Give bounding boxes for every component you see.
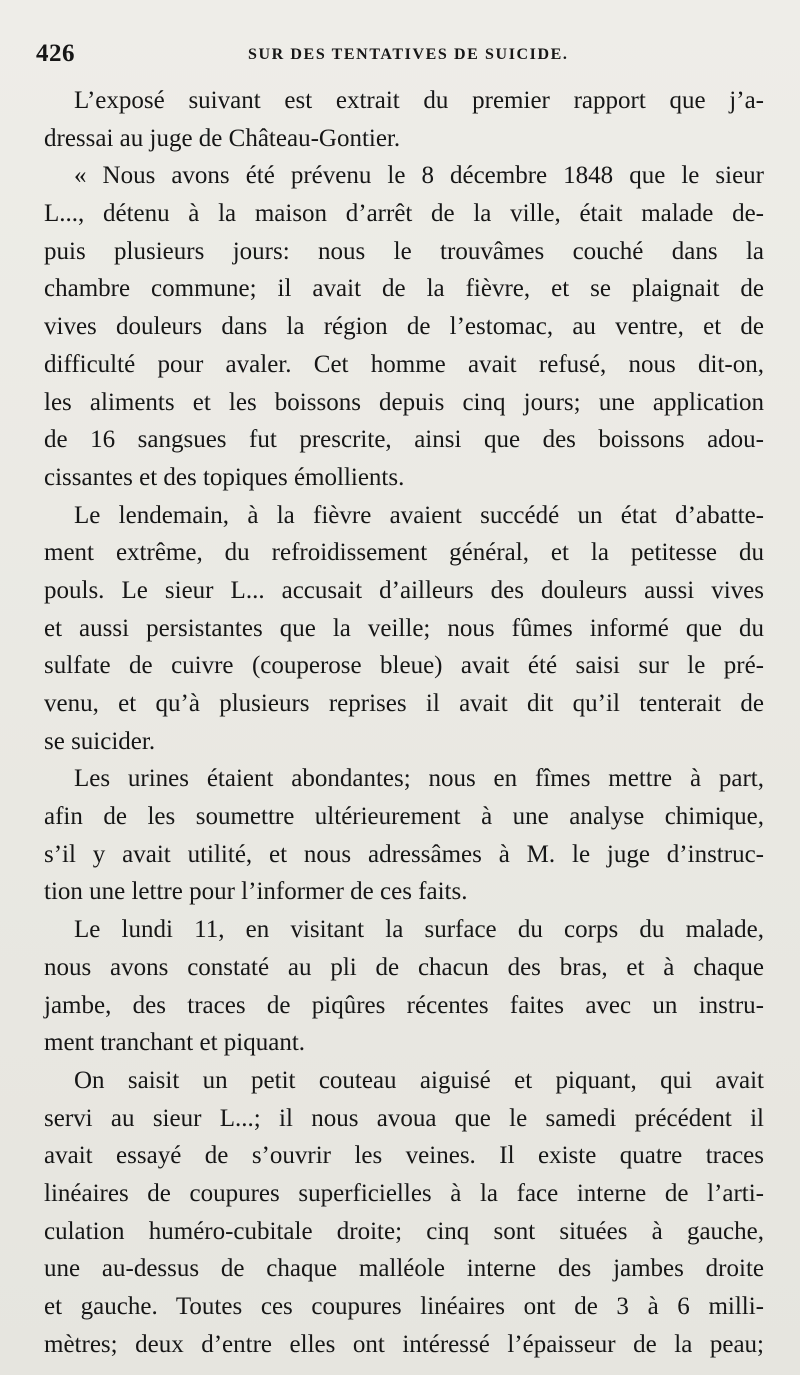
- text-line: avait essayé de s’ouvrir les veines. Il existe quatre traces: [44, 1142, 764, 1170]
- text-line: vives douleurs dans la région de l’estomac, au ventre, et de: [44, 313, 764, 341]
- body-text: [44, 82, 764, 1363]
- text-line: mètres; deux d’entre elles ont intéressé l’épaisseur de la peau;: [44, 1330, 764, 1358]
- text-line: Le lendemain, à la fièvre avaient succédé un état d’abatte-: [74, 501, 764, 529]
- text-line: venu, et qu’à plusieurs reprises il avait dit qu’il tenterait de: [44, 690, 764, 717]
- text-line: de 16 sangsues fut prescrite, ainsi que des boissons adou-: [44, 426, 764, 454]
- text-line: s’il y avait utilité, et nous adressâmes à M. le juge d’instruc-: [44, 840, 764, 868]
- text-line: On saisit un petit couteau aiguisé et piquant, qui avait: [74, 1066, 764, 1094]
- text-line: se suicider.: [44, 727, 156, 755]
- text-line: linéaires de coupures superficielles à la face interne de l’arti-: [44, 1179, 764, 1207]
- text-line: sulfate de cuivre (couperose bleue) avait été saisi sur le pré-: [44, 652, 764, 680]
- text-line: les aliments et les boissons depuis cinq jours; une application: [44, 388, 764, 416]
- text-line: et aussi persistantes que la veille; nous fûmes informé que du: [44, 614, 764, 642]
- page-header: [36, 40, 766, 80]
- text-line: nous avons constaté au pli de chacun des bras, et à chaque: [44, 953, 764, 981]
- text-line: « Nous avons été prévenu le 8 décembre 1848 que le sieur: [74, 162, 764, 190]
- text-line: L’exposé suivant est extrait du premier rapport que j’a-: [74, 87, 764, 114]
- text-line: une au-dessus de chaque malléole interne des jambes droite: [44, 1255, 764, 1283]
- text-line: dressai au juge de Château-Gontier.: [44, 124, 401, 152]
- text-line: L..., détenu à la maison d’arrêt de la ville, était malade de-: [44, 200, 764, 228]
- text-line: tion une lettre pour l’informer de ces faits.: [44, 878, 468, 906]
- text-line: ment tranchant et piquant.: [44, 1029, 306, 1057]
- text-line: cissantes et des topiques émollients.: [44, 463, 405, 491]
- running-head: SUR DES TENTATIVES DE SUICIDE.: [248, 46, 569, 63]
- text-line: chambre commune; il avait de la fièvre, et se plaignait de: [44, 275, 764, 303]
- text-line: servi au sieur L...; il nous avoua que le samedi précédent il: [44, 1104, 764, 1132]
- text-line: pouls. Le sieur L... accusait d’ailleurs des douleurs aussi vives: [44, 576, 764, 604]
- text-line: et gauche. Toutes ces coupures linéaires ont de 3 à 6 milli-: [44, 1293, 764, 1320]
- text-line: Les urines étaient abondantes; nous en fîmes mettre à part,: [74, 765, 764, 793]
- page-number: 426: [36, 40, 75, 67]
- text-line: jambe, des traces de piqûres récentes faites avec un instru-: [44, 991, 764, 1019]
- text-line: puis plusieurs jours: nous le trouvâmes couché dans la: [44, 237, 764, 265]
- text-line: difficulté pour avaler. Cet homme avait refusé, nous dit-on,: [44, 350, 764, 378]
- text-line: culation huméro-cubitale droite; cinq sont situées à gauche,: [44, 1217, 764, 1245]
- text-line: Le lundi 11, en visitant la surface du corps du malade,: [74, 916, 764, 944]
- text-line: afin de les soumettre ultérieurement à une analyse chimique,: [44, 803, 764, 831]
- text-line: ment extrême, du refroidissement général, et la petitesse du: [44, 539, 764, 567]
